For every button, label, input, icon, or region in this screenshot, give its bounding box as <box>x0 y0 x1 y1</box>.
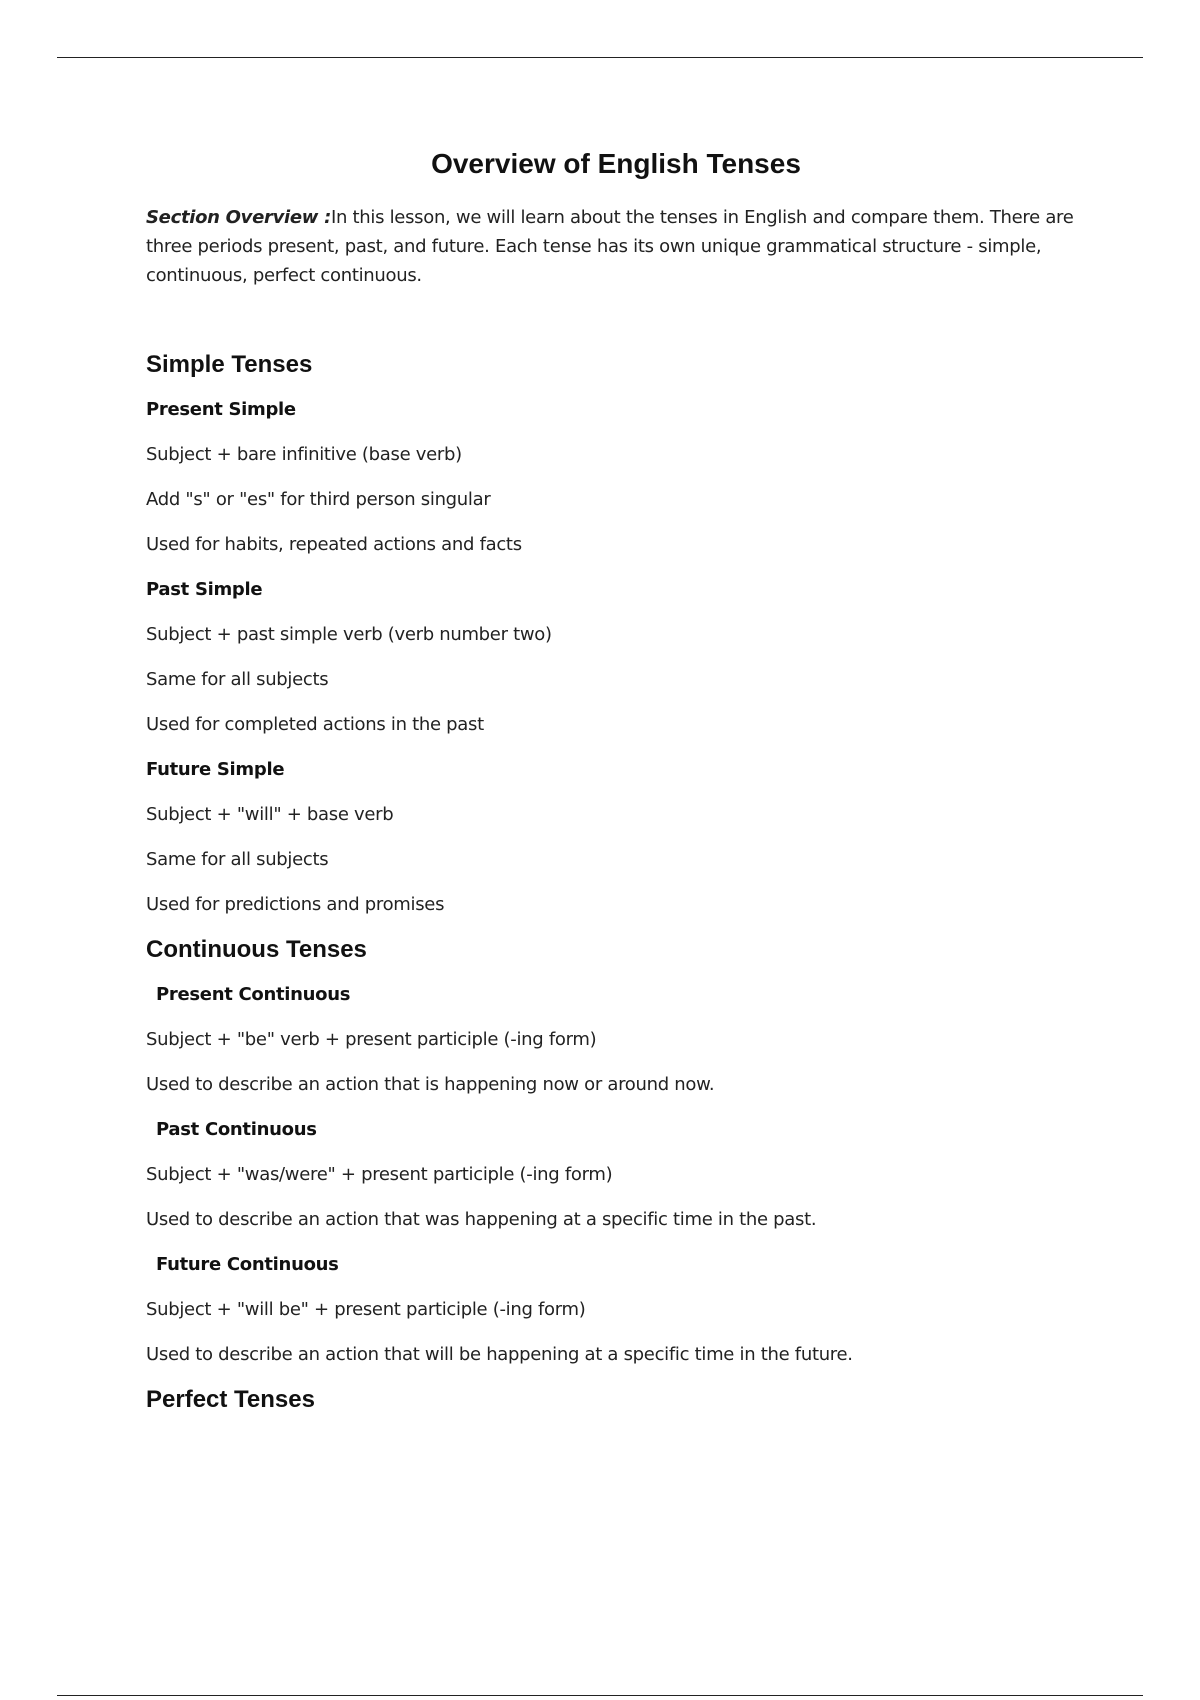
bottom-rule <box>57 1695 1143 1696</box>
continuous-tenses-heading: Continuous Tenses <box>146 936 367 963</box>
section-overview-text: In this lesson, we will learn about the tenses in English and compare them. There are three periods present, past, and future. Each tense has its own unique grammatical structure - simple, continuous, perfect continuous. <box>146 207 1074 286</box>
simple-tenses-heading: Simple Tenses <box>146 351 313 378</box>
past-continuous-heading: Past Continuous <box>156 1119 317 1140</box>
present-simple-line: Used for habits, repeated actions and facts <box>146 534 522 555</box>
past-simple-line: Subject + past simple verb (verb number two) <box>146 624 552 645</box>
future-continuous-line: Used to describe an action that will be happening at a specific time in the future. <box>146 1344 853 1365</box>
top-rule <box>57 57 1143 58</box>
future-simple-line: Same for all subjects <box>146 849 329 870</box>
document-content <box>146 350 1096 1430</box>
perfect-tenses-heading: Perfect Tenses <box>146 1386 315 1413</box>
future-continuous-line: Subject + "will be" + present participle (-ing form) <box>146 1299 586 1320</box>
section-overview-label: Section Overview : <box>146 207 331 228</box>
future-simple-line: Used for predictions and promises <box>146 894 445 915</box>
future-simple-line: Subject + "will" + base verb <box>146 804 394 825</box>
present-simple-line: Subject + bare infinitive (base verb) <box>146 444 462 465</box>
past-continuous-line: Used to describe an action that was happening at a specific time in the past. <box>146 1209 817 1230</box>
section-overview <box>146 203 1096 290</box>
past-continuous-line: Subject + "was/were" + present participle (-ing form) <box>146 1164 613 1185</box>
present-continuous-line: Subject + "be" verb + present participle (-ing form) <box>146 1029 597 1050</box>
future-continuous-heading: Future Continuous <box>156 1254 339 1275</box>
past-simple-line: Same for all subjects <box>146 669 329 690</box>
past-simple-line: Used for completed actions in the past <box>146 714 484 735</box>
present-continuous-heading: Present Continuous <box>156 984 351 1005</box>
present-simple-line: Add "s" or "es" for third person singular <box>146 489 491 510</box>
present-continuous-line: Used to describe an action that is happening now or around now. <box>146 1074 715 1095</box>
page-title: Overview of English Tenses <box>431 148 801 179</box>
past-simple-heading: Past Simple <box>146 579 263 600</box>
future-simple-heading: Future Simple <box>146 759 285 780</box>
present-simple-heading: Present Simple <box>146 399 296 420</box>
